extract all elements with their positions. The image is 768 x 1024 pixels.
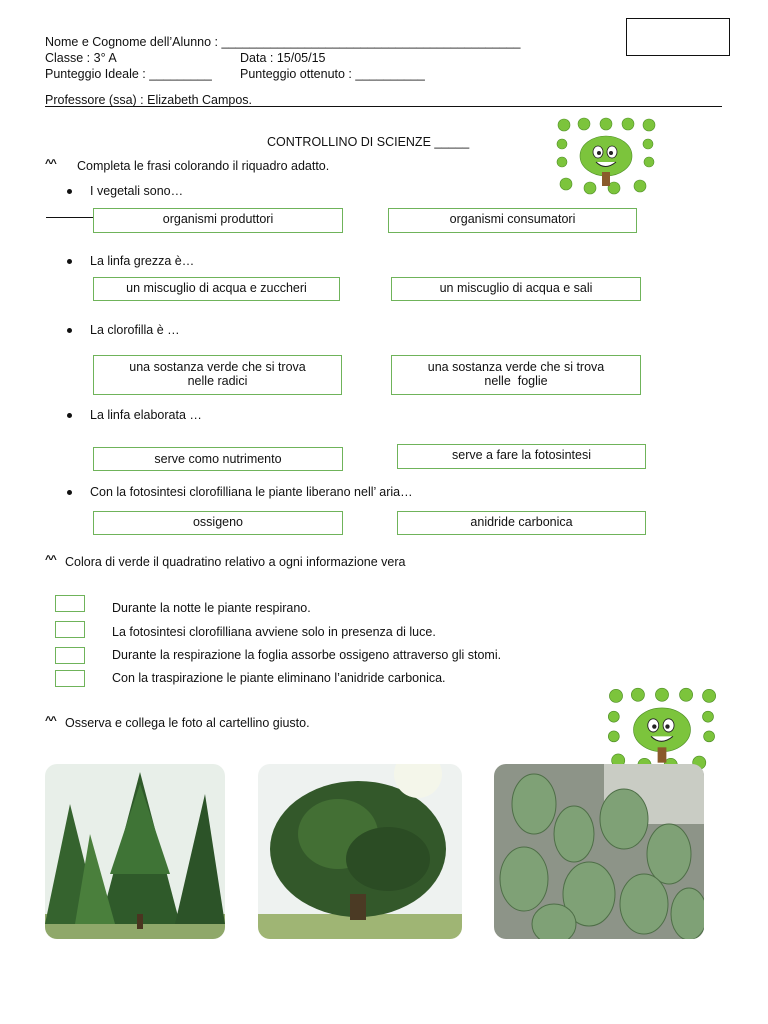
- choice-box[interactable]: una sostanza verde che si trova nelle foglie: [391, 355, 641, 395]
- question-text: I vegetali sono…: [90, 184, 184, 198]
- choice-box[interactable]: una sostanza verde che si trova nelle radici: [93, 355, 342, 395]
- statement-text: Durante la notte le piante respirano.: [112, 601, 311, 615]
- true-checkbox[interactable]: [55, 647, 85, 664]
- bullet-dot: [67, 490, 72, 495]
- choice-box[interactable]: un miscuglio di acqua e sali: [391, 277, 641, 301]
- section2-instruction: Colora di verde il quadratino relativo a ogni informazione vera: [65, 555, 406, 569]
- section3-instruction: Osserva e collega le foto al cartellino giusto.: [65, 716, 310, 730]
- section3-marker: ^^: [45, 715, 56, 727]
- choice-box[interactable]: un miscuglio di acqua e zuccheri: [93, 277, 340, 301]
- bullet-dot: [67, 259, 72, 264]
- choice-box[interactable]: ossigeno: [93, 511, 343, 535]
- cactus-photo[interactable]: [494, 764, 704, 939]
- ideal-score: Punteggio Ideale : _________: [45, 67, 212, 81]
- question-text: La clorofilla è …: [90, 323, 180, 337]
- header-divider: [45, 106, 722, 107]
- choice-box[interactable]: organismi consumatori: [388, 208, 637, 233]
- tree-cluster-icon: [552, 116, 660, 200]
- question-text: La linfa grezza è…: [90, 254, 195, 268]
- question-text: Con la fotosintesi clorofilliana le piante liberano nell’ aria…: [90, 485, 413, 499]
- score-box[interactable]: [626, 18, 730, 56]
- choice-box[interactable]: organismi produttori: [93, 208, 343, 233]
- statement-text: La fotosintesi clorofilliana avviene solo in presenza di luce.: [112, 625, 436, 639]
- choice-box[interactable]: serve como nutrimento: [93, 447, 343, 471]
- student-name-line[interactable]: Nome e Cognome dell’Alunno : ___________________________________________: [45, 35, 521, 49]
- fir-tree-photo[interactable]: [45, 764, 225, 939]
- teacher-label: Professore (ssa) : Elizabeth Campos.: [45, 93, 253, 107]
- section1-instruction: Completa le frasi colorando il riquadro adatto.: [77, 159, 330, 173]
- true-checkbox[interactable]: [55, 670, 85, 687]
- class-label: Classe : 3° A: [45, 51, 117, 65]
- choice-box[interactable]: serve a fare la fotosintesi: [397, 444, 646, 469]
- section1-marker: ^^: [45, 158, 56, 170]
- statement-text: Con la traspirazione le piante eliminano l’anidride carbonica.: [112, 671, 446, 685]
- oak-tree-photo[interactable]: [258, 764, 462, 939]
- answer-line: [46, 217, 94, 218]
- bullet-dot: [67, 413, 72, 418]
- bullet-dot: [67, 189, 72, 194]
- question-text: La linfa elaborata …: [90, 408, 202, 422]
- statement-text: Durante la respirazione la foglia assorbe ossigeno attraverso gli stomi.: [112, 648, 502, 662]
- page-title: CONTROLLINO DI SCIENZE _____: [267, 135, 470, 149]
- true-checkbox[interactable]: [55, 595, 85, 612]
- section2-marker: ^^: [45, 554, 56, 566]
- date-label: Data : 15/05/15: [240, 51, 326, 65]
- true-checkbox[interactable]: [55, 621, 85, 638]
- obtained-score: Punteggio ottenuto : __________: [240, 67, 425, 81]
- choice-box[interactable]: anidride carbonica: [397, 511, 646, 535]
- bullet-dot: [67, 328, 72, 333]
